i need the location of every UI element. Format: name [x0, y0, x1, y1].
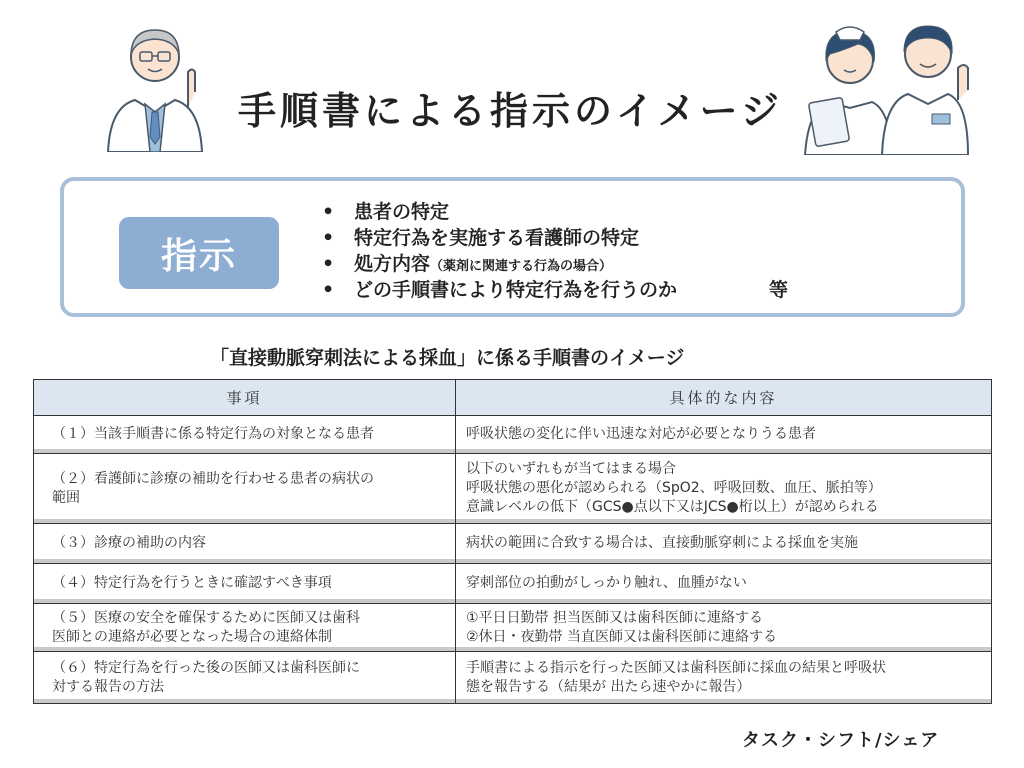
- row-item-line: 対する報告の方法: [52, 678, 164, 695]
- table-caption: 「直接動脈穿刺法による採血」に係る手順書のイメージ: [210, 347, 685, 369]
- instruction-item: [322, 277, 788, 303]
- table-row: [34, 564, 992, 604]
- instruction-box: [60, 177, 965, 317]
- table-row: [34, 454, 992, 524]
- table-row: [34, 604, 992, 652]
- instruction-list: [322, 199, 788, 303]
- row-content-cell: [456, 524, 992, 564]
- row-content-cell: [456, 454, 992, 524]
- instruction-item: [322, 199, 788, 225]
- row-item-line: （５）医療の安全を確保するために医師又は歯科: [52, 609, 360, 626]
- table-row: [34, 416, 992, 454]
- doctor-illustration: [100, 12, 210, 152]
- row-item-line: 範囲: [52, 489, 80, 506]
- row-content-line: 手順書による指示を行った医師又は歯科医師に採血の結果と呼吸状: [466, 659, 886, 676]
- instruction-item-suffix: 等: [769, 279, 789, 301]
- row-content-cell: [456, 604, 992, 652]
- table-header-row: [34, 380, 992, 416]
- page-title: 手順書による指示のイメージ: [238, 89, 783, 133]
- row-content-line: 穿刺部位の拍動がしっかり触れ、血腫がない: [466, 575, 747, 591]
- bullet-marker: •: [322, 227, 335, 249]
- footer-text: タスク・シフト/シェア: [742, 730, 940, 751]
- procedure-table: [33, 379, 992, 704]
- table-row: [34, 524, 992, 564]
- row-content-line: 呼吸状態の変化に伴い迅速な対応が必要となりうる患者: [466, 426, 816, 442]
- row-content-cell: [456, 564, 992, 604]
- row-content-line: ②休日・夜勤帯 当直医師又は歯科医師に連絡する: [466, 628, 777, 645]
- row-content-line: 意識レベルの低下（GCS●点以下又はJCS●桁以上）が認められる: [466, 499, 879, 515]
- instruction-item-text: 患者の特定: [354, 201, 450, 223]
- instruction-item-note: （薬剤に関連する行為の場合）: [430, 259, 613, 274]
- row-item-line: （４）特定行為を行うときに確認すべき事項: [52, 575, 332, 591]
- row-content-line: 態を報告する（結果が 出たら速やかに報告）: [466, 678, 751, 695]
- instruction-item: [322, 251, 788, 277]
- row-item-cell: [34, 454, 456, 524]
- instruction-item: [322, 225, 788, 251]
- row-content-line: ①平日日勤帯 担当医師又は歯科医師に連絡する: [466, 609, 763, 626]
- row-item-cell: [34, 652, 456, 704]
- row-content-line: 以下のいずれもが当てはまる場合: [466, 461, 676, 477]
- bullet-marker: •: [322, 279, 335, 301]
- row-item-line: （１）当該手順書に係る特定行為の対象となる患者: [52, 426, 374, 442]
- row-item-line: （３）診療の補助の内容: [52, 535, 206, 551]
- row-content-line: 呼吸状態の悪化が認められる（SpO2、呼吸回数、血圧、脈拍等）: [466, 480, 882, 496]
- row-item-cell: [34, 416, 456, 454]
- row-item-cell: [34, 524, 456, 564]
- instruction-item-text: 特定行為を実施する看護師の特定: [354, 227, 640, 249]
- row-content-cell: [456, 416, 992, 454]
- row-item-cell: [34, 564, 456, 604]
- instruction-item-text: 処方内容: [354, 253, 431, 275]
- row-content-cell: [456, 652, 992, 704]
- row-item-cell: [34, 604, 456, 652]
- instruction-badge: 指示: [119, 217, 279, 289]
- row-content-line: 病状の範囲に合致する場合は、直接動脈穿刺による採血を実施: [466, 535, 858, 551]
- header-content: 具体的な内容: [456, 380, 992, 416]
- bullet-marker: •: [322, 201, 335, 223]
- row-item-line: 医師との連絡が必要となった場合の連絡体制: [52, 628, 332, 645]
- row-item-line: （２）看護師に診療の補助を行わせる患者の病状の: [52, 470, 374, 487]
- nurses-illustration: [800, 10, 970, 155]
- table-row: [34, 652, 992, 704]
- row-item-line: （６）特定行為を行った後の医師又は歯科医師に: [52, 659, 360, 676]
- instruction-item-text: どの手順書により特定行為を行うのか: [354, 279, 678, 301]
- header-item: 事項: [34, 380, 456, 416]
- bullet-marker: •: [322, 253, 335, 275]
